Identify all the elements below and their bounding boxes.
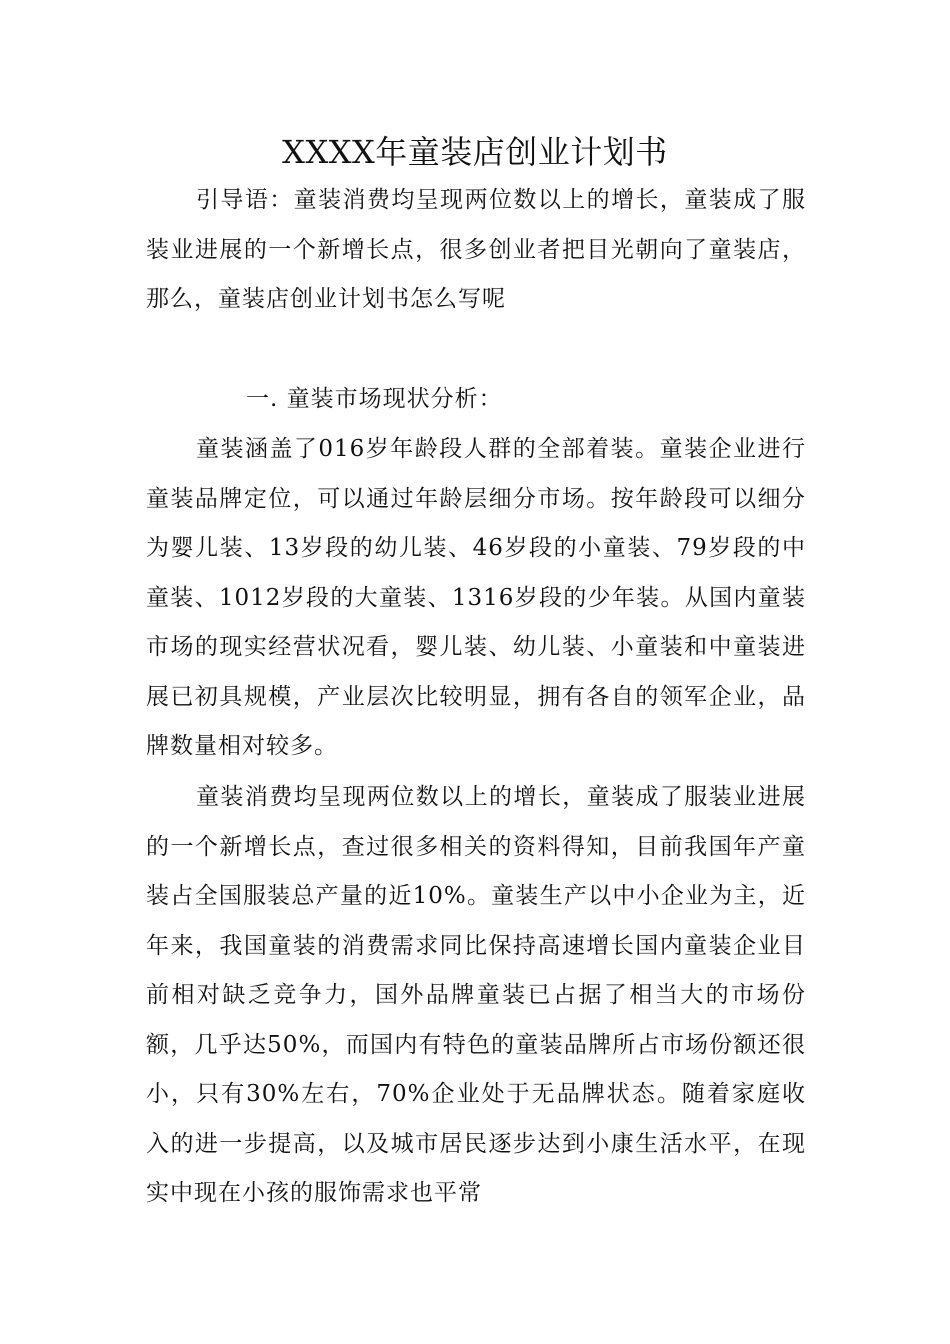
- document-title: XXXX年童装店创业计划书: [282, 133, 668, 171]
- intro-paragraph: 引导语：童装消费均呈现两位数以上的增长，童装成了服装业进展的一个新增长点，很多创业者把目光朝向了童装店，那么，童装店创业计划书怎么写呢: [146, 187, 806, 312]
- section-heading: 一. 童装市场现状分析：: [246, 386, 503, 412]
- body-paragraph: 童装消费均呈现两位数以上的增长，童装成了服装业进展的一个新增长点，查过很多相关的资料得知，目前我国年产童装占全国服装总产量的近10%。童装生产以中小企业为主，近年来，我国童装的消费需求同比保持高速增长国内童装企业目前相对缺乏竞争力，国外品牌童装已占据了相当大的市场份额，几乎达50%，而国内有特色的童装品牌所占市场份额还很小，只有30%左右，70%企业处于无品牌状态。随着家庭收入的进一步提高，以及城市居民逐步达到小康生活水平，在现实中现在小孩的服饰需求也平常: [146, 784, 806, 1206]
- body-paragraph: 童装涵盖了016岁年龄段人群的全部着装。童装企业进行童装品牌定位，可以通过年龄层细分市场。按年龄段可以细分为婴儿装、13岁段的幼儿装、46岁段的小童装、79岁段的中童装、1012岁段的大童装、1316岁段的少年装。从国内童装市场的现实经营状况看，婴儿装、幼儿装、小童装和中童装进展已初具规模，产业层次比较明显，拥有各自的领军企业，品牌数量相对较多。: [146, 436, 806, 759]
